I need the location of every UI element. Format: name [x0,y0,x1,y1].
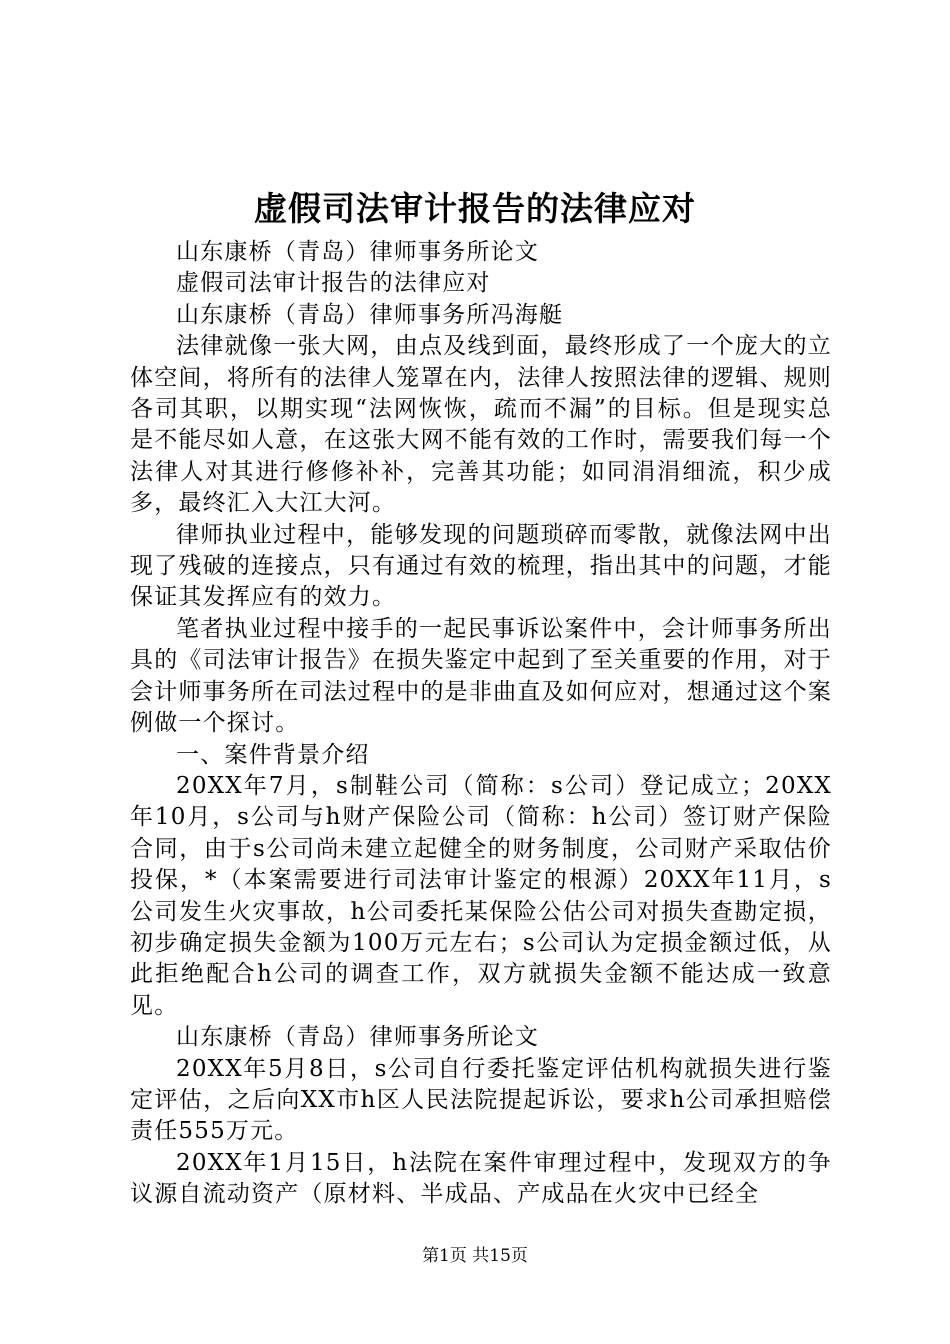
document-title: 虚假司法审计报告的法律应对 [254,189,696,228]
paragraph: 20XX年1月15日，h法院在案件审理过程中，发现双方的争议源自流动资产（原材料、半成品、产成品在火灾中已经全 [130,1149,832,1208]
paragraph-author: 山东康桥（青岛）律师事务所冯海艇 [176,301,564,328]
page-number-footer: 第1页 共15页 [422,1246,528,1266]
paragraph: 20XX年5月8日，s公司自行委托鉴定评估机构就损失进行鉴定评估，之后向XX市h区人民法院提起诉讼，要求h公司承担赔偿责任555万元。 [130,1055,832,1145]
paragraph: 律师执业过程中，能够发现的问题琐碎而零散，就像法网中出现了残破的连接点，只有通过有效的梳理，指出其中的问题，才能保证其发挥应有的效力。 [130,521,832,611]
paragraph-firm-heading: 山东康桥（青岛）律师事务所论文 [176,239,539,265]
paragraph: 笔者执业过程中接手的一起民事诉讼案件中，会计师事务所出具的《司法审计报告》在损失鉴定中起到了至关重要的作用，对于会计师事务所在司法过程中的是非曲直及如何应对，想通过这个案例做一个探讨。 [130,615,832,737]
paragraph-firm-heading: 山东康桥（青岛）律师事务所论文 [176,1024,539,1051]
paragraph-subtitle: 虚假司法审计报告的法律应对 [176,270,491,297]
paragraph: 20XX年7月，s制鞋公司（简称：s公司）登记成立；20XX年10月，s公司与h财产保险公司（简称：h公司）签订财产保险合同，由于s公司尚未建立起健全的财务制度，公司财产采取估价投保，*（本案需要进行司法审计鉴定的根源）20XX年11月，s公司发生火灾事故，h公司委托某保险公估公司对损失查勘定损，初步确定损失金额为100万元左右；s公司认为定损金额过低，从此拒绝配合h公司的调查工作，双方就损失金额不能达成一致意见。 [130,772,832,1019]
document-body [130,237,832,1211]
section-heading: 一、案件背景介绍 [176,741,370,768]
paragraph: 法律就像一张大网，由点及线到面，最终形成了一个庞大的立体空间，将所有的法律人笼罩在内，法律人按照法律的逻辑、规则各司其职，以期实现“法网恢恢，疏而不漏”的目标。但是现实总是不能尽如人意，在这张大网不能有效的工作时，需要我们每一个法律人对其进行修修补补，完善其功能；如同涓涓细流，积少成多，最终汇入大江大河。 [130,333,832,517]
